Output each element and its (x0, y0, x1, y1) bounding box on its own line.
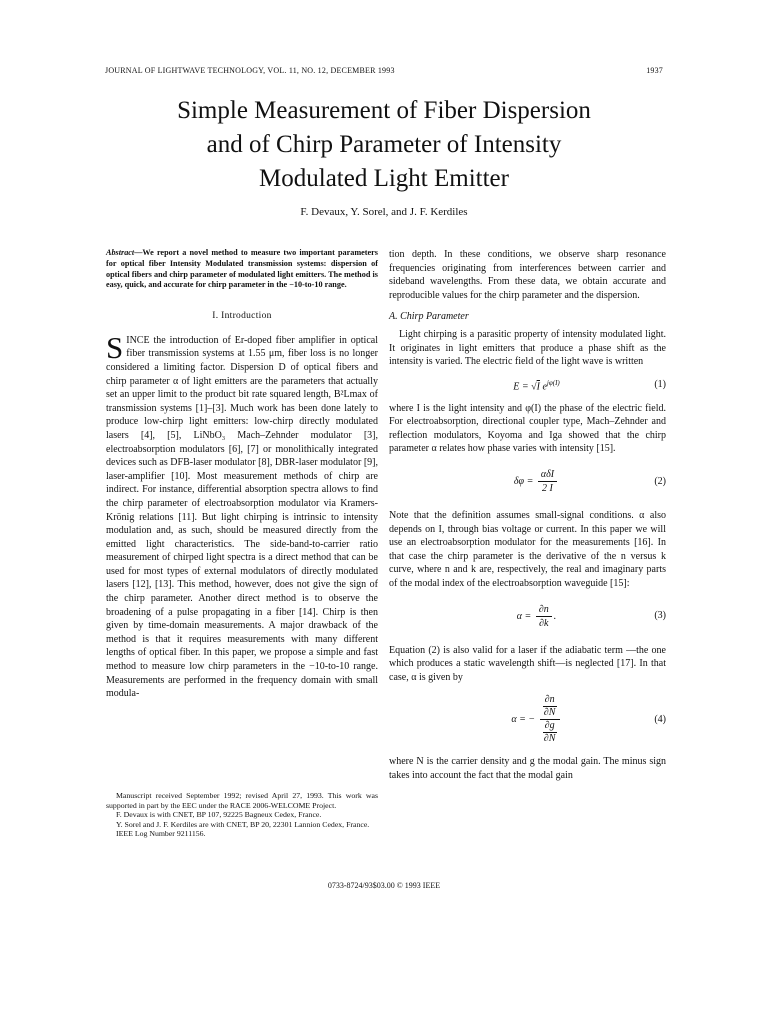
eq4-a: ∂n (544, 694, 555, 706)
paragraph-phase: where I is the light intensity and φ(I) the phase of the electric field. For electroabsorption, directional coupler type, Mach–Zehnder and reflection modulators, Koyoma and Iga showed that the chirp parameter α relates how phase varies with intensity [15]. (389, 402, 666, 455)
equation-2-expression (389, 468, 644, 495)
eq1-radicand: I (536, 381, 540, 393)
equation-3-expression (389, 603, 644, 630)
eq3-period: . (553, 610, 557, 622)
equation-3-number: (3) (654, 610, 666, 622)
equation-2 (389, 468, 666, 495)
equation-1-number: (1) (654, 379, 666, 391)
copyright-footer: 0733-8724/93$03.00 © 1993 IEEE (327, 881, 441, 890)
paragraph-carrier-density: where N is the carrier density and g the modal gain. The minus sign takes into account the fact that the modal gain (389, 756, 666, 781)
eq4-d: ∂N (543, 733, 556, 745)
eq2-denominator: 2 I (542, 483, 553, 495)
title-line-3: Modulated Light Emitter (259, 165, 509, 192)
footnote-devaux: F. Devaux is with CNET, BP 107, 92225 Bagneux Cedex, France. (116, 810, 322, 820)
footnote-sorel-kerdiles: Y. Sorel and J. F. Kerdiles are with CNET, BP 20, 22301 Lannion Cedex, France. (116, 819, 370, 829)
equation-4-number: (4) (654, 714, 666, 726)
eq4-outer-fraction (540, 694, 560, 745)
title-line-1: Simple Measurement of Fiber Dispersion (177, 97, 591, 124)
abstract (106, 248, 378, 291)
paragraph-adiabatic: Equation (2) is also valid for a laser if the adiabatic term —the one which produces a static wavelength shift—is neglected [17]. In that case, α is given by (389, 644, 666, 683)
paragraph-light-chirping: Light chirping is a parasitic property of intensity modulated light. It originates in light emitters that produce a phase shift as the intensity is varied. The electric field of the light wave is written (389, 328, 666, 368)
equation-1 (389, 377, 666, 394)
page-number: 1937 (646, 66, 663, 75)
footnotes (106, 791, 378, 839)
abstract-lead: Abstract (106, 248, 135, 257)
eq4-c: ∂g (544, 720, 555, 732)
subsection-heading-chirp: A. Chirp Parameter (389, 311, 469, 323)
eq1-exponent: jφ(I) (546, 378, 560, 387)
right-column (389, 248, 666, 783)
journal-line: JOURNAL OF LIGHTWAVE TECHNOLOGY, VOL. 11, NO. 12, DECEMBER 1993 (105, 66, 395, 75)
abstract-text: —We report a novel method to measure two important parameters for optical fiber Intensity Modulated transmission systems: dispersion of optical fibers and chirp parameter of modulated light emitters. The method is easy, quick, and accurate for chirp parameter in the −10-to-10 range. (106, 248, 378, 290)
drop-cap: S (106, 329, 124, 365)
section-heading-introduction: I. Introduction (212, 311, 272, 322)
eq4-outer-denominator (540, 720, 560, 745)
eq1-exp-base: e (539, 381, 547, 393)
intro-text: INCE the introduction of Er-doped fiber amplifier in optical fiber transmission systems at 1.55 μm, fiber loss is no longer considered a limiting factor. Dispersion D of optical fibers and chirp parameter α of light emitters are the parameters that actually set an upper limit to the product bit rate squared length, B²Lmax of transmission systems [1]–[3]. Much work has been done lately to produce low-chirp light emitters: low-chirp directly modulated lasers [4], [5], LiNbO₃ Mach–Zehnder modulator [3], electroabsorption modulators [6], [7] or monolithically integrated devices such as DFB-laser modulator [8], DBR-laser modulator [9], laser-amplifier [10]. Most measurement methods of chirp are indirect. For instance, differential absorption spectra allows to find the chirp parameter of electroabsorption modulator via Kramers-Krönig relations [11]. But light chirping is intrinsic to intensity modulation and, as such, should be measured directly from the emitted light characteristics. The side-band-to-carrier ratio measurement of chirped light spectra is a direct method that can be used for most types of external modulators of directly modulated lasers [12], [13]. This method, however, does not give the sign of the chirp parameter. Another direct method is to observe the broadening of a pulse propagating in a fiber [14]. Chirp is then given by time-domain measurements. A major drawback of the method is that it requires measurements with many different lengths of optical fiber. In this paper, we propose a simple and fast method to measure low chirp parameters in the −10-to-10 range. Measurements are performed in the frequency domain with small modula- (106, 334, 378, 700)
eq2-lhs: δφ = (513, 475, 534, 487)
eq1-lhs: E = √ (513, 381, 537, 393)
eq2-numerator: αδI (538, 468, 557, 482)
footnote-log-number: IEEE Log Number 9211156. (116, 829, 206, 839)
eq4-b: ∂N (543, 707, 556, 719)
eq3-denominator: ∂k (539, 617, 549, 629)
equation-4-expression (389, 694, 644, 745)
running-header (105, 66, 663, 75)
author-list: F. Devaux, Y. Sorel, and J. F. Kerdiles (300, 206, 468, 218)
footnote-manuscript: Manuscript received September 1992; revised April 27, 1993. This work was supported in part by the EEC under the RACE 2006-WELCOME Project. (106, 791, 378, 810)
eq4-lhs: α = − (511, 714, 536, 726)
eq3-fraction (536, 603, 552, 630)
equation-3 (389, 603, 666, 630)
title-line-2: and of Chirp Parameter of Intensity (206, 131, 562, 158)
intro-paragraph (106, 329, 378, 701)
equation-2-number: (2) (654, 475, 666, 487)
equation-4 (389, 694, 666, 745)
equation-1-expression (389, 377, 644, 394)
eq4-outer-numerator (540, 694, 560, 720)
left-column (106, 248, 378, 701)
eq2-fraction (538, 468, 557, 495)
paragraph-small-signal: Note that the definition assumes small-signal conditions. α also depends on I, through bias voltage or current. In this paper we will use an electroabsorption modulator for the measurements [16]. In that case the chirp parameter is the derivative of the n versus k curve, where n and k are, respectively, the real and imaginary parts of the modal index of the electroabsorption waveguide [15]: (389, 510, 666, 590)
eq3-numerator: ∂n (536, 603, 552, 617)
continued-paragraph: tion depth. In these conditions, we observe sharp resonance frequencies originating from interferences between carrier and sideband wavelengths. From these data, we obtain accurate and reproducible values for the chirp parameter and the dispersion. (389, 249, 666, 301)
eq3-lhs: α = (516, 610, 532, 622)
paper-title (60, 94, 708, 196)
